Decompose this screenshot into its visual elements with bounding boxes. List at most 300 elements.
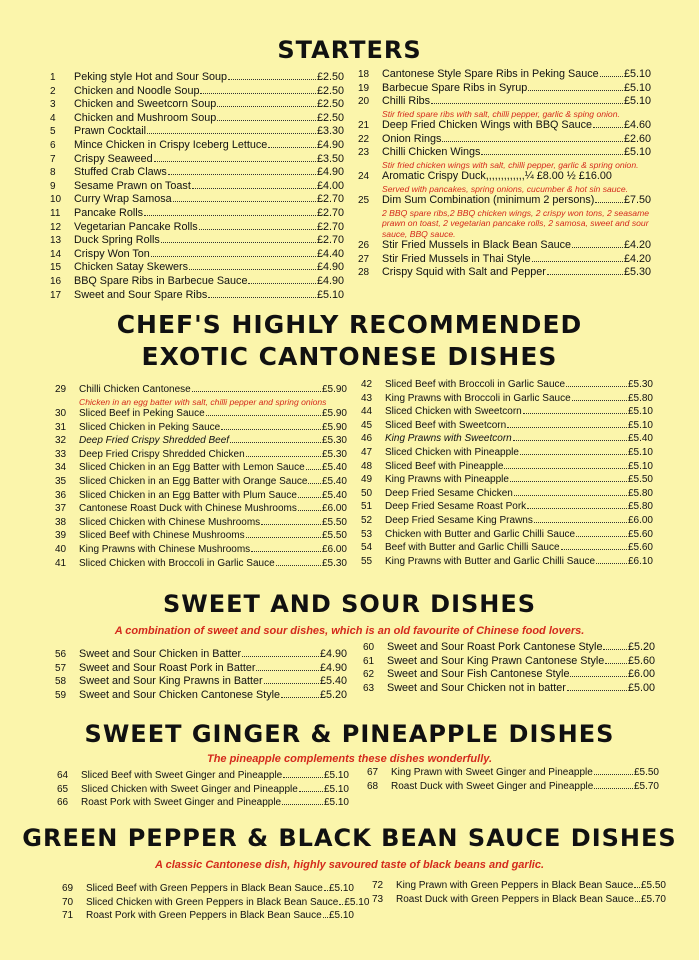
menu-item: [361, 405, 653, 419]
item-name: Sweet and Sour Spare Ribs: [74, 288, 208, 301]
item-name: Chilli Chicken Wings: [382, 146, 481, 159]
item-price: £5.40: [627, 433, 653, 445]
starters-right-list: [358, 68, 651, 280]
leader-dots: [276, 565, 321, 566]
item-number: 50: [361, 487, 373, 499]
item-number: 10: [50, 194, 62, 206]
item-name: Crispy Seaweed: [74, 152, 153, 165]
item-number: 55: [361, 555, 373, 567]
item-number: 23: [358, 147, 370, 159]
menu-item: [361, 473, 653, 487]
menu-item: [55, 557, 347, 571]
item-name: Curry Wrap Samosa: [74, 193, 172, 206]
leader-dots: [151, 256, 316, 257]
item-number: 52: [361, 514, 373, 526]
leader-dots: [261, 524, 321, 525]
menu-item: [50, 248, 344, 262]
leader-dots: [566, 386, 627, 387]
item-name: Cantonese Roast Duck with Chinese Mushrooms: [79, 503, 297, 515]
item-name: Sliced Chicken in an Egg Batter with Plum Sauce: [79, 489, 297, 501]
item-number: 13: [50, 235, 62, 247]
leader-dots: [635, 901, 640, 902]
item-number: 34: [55, 462, 67, 474]
menu-item: [361, 378, 653, 392]
item-name: King Prawns with Pineapple: [385, 474, 509, 486]
sweetsour-left-list: [55, 648, 347, 702]
leader-dots: [251, 551, 321, 552]
leader-dots: [532, 261, 623, 262]
item-price: £6.00: [321, 503, 347, 515]
item-name: Sliced Beef with Pineapple: [385, 460, 504, 472]
leader-dots: [528, 90, 623, 91]
menu-item: [372, 879, 666, 893]
menu-item: [50, 85, 344, 99]
leader-dots: [567, 690, 627, 691]
menu-item: [57, 783, 349, 797]
menu-item: [363, 668, 655, 682]
item-number: 46: [361, 433, 373, 445]
leader-dots: [507, 427, 627, 428]
leader-dots: [268, 147, 316, 148]
item-price: £5.80: [627, 487, 653, 499]
item-price: £4.90: [316, 261, 344, 274]
item-price: £5.60: [627, 528, 653, 540]
menu-item: [55, 475, 347, 489]
item-price: £6.10: [627, 555, 653, 567]
menu-item: [363, 655, 655, 669]
item-price: £4.90: [319, 661, 347, 674]
item-name: Sliced Beef in Peking Sauce: [79, 408, 205, 419]
item-price: £4.90: [316, 166, 344, 179]
starters-left-list: [50, 71, 344, 302]
item-price: £4.00: [316, 179, 344, 192]
item-price: £2.50: [316, 84, 344, 97]
leader-dots: [199, 229, 316, 230]
leader-dots: [208, 297, 316, 298]
item-number: 54: [361, 542, 373, 554]
item-price: £5.10: [623, 95, 651, 108]
item-name: Sweet and Sour Chicken not in batter: [387, 681, 566, 694]
item-name: Deep Fried Sesame Chicken: [385, 487, 513, 499]
item-description: 2 BBQ spare ribs,2 BBQ chicken wings, 2 crispy won tons, 2 seasame prawn on toast, 2 vegetarian pancake rolls, 2 samosa, sweet and sour sauce, BBQ sauce.: [382, 207, 650, 239]
item-name: Chicken with Butter and Garlic Chilli Sauce: [385, 528, 576, 540]
item-number: 38: [55, 516, 67, 528]
menu-item: [55, 448, 347, 462]
item-name: King Prawn with Green Peppers in Black Bean Sauce: [396, 880, 634, 891]
item-price: £5.10: [623, 146, 651, 159]
item-price: £5.10: [623, 68, 651, 80]
leader-dots: [264, 683, 319, 684]
menu-item: [62, 896, 370, 910]
leader-dots: [600, 76, 623, 77]
leader-dots: [596, 563, 627, 564]
leader-dots: [161, 242, 316, 243]
item-name: Chicken Satay Skewers: [74, 261, 189, 274]
item-number: 73: [372, 893, 384, 905]
item-price: £7.50: [623, 194, 651, 207]
menu-item: [361, 514, 653, 528]
item-name: Deep Fried Sesame King Prawns: [385, 514, 533, 526]
item-number: 4: [50, 112, 56, 124]
menu-item: [50, 125, 344, 139]
item-number: 63: [363, 682, 375, 694]
item-price: £2.60: [623, 132, 651, 145]
item-number: 16: [50, 275, 62, 287]
menu-item: [55, 489, 347, 503]
menu-item: [55, 529, 347, 543]
item-number: 65: [57, 783, 69, 795]
leader-dots: [154, 161, 316, 162]
item-name: Sliced Beef with Green Peppers in Black Bean Sauce: [86, 883, 323, 894]
item-price: £2.70: [316, 193, 344, 206]
menu-item: [55, 689, 347, 703]
item-name: Barbecue Spare Ribs in Syrup: [382, 81, 528, 94]
leader-dots: [594, 788, 633, 789]
item-number: 58: [55, 676, 67, 688]
item-name: Chicken and Mushroom Soup: [74, 111, 217, 124]
leader-dots: [323, 917, 328, 918]
item-number: 5: [50, 126, 56, 138]
menu-item: [50, 234, 344, 248]
item-number: 70: [62, 896, 74, 908]
item-name: Sweet and Sour Chicken in Batter: [79, 648, 242, 660]
menu-item: [50, 180, 344, 194]
menu-item: [358, 95, 651, 119]
leader-dots: [242, 656, 319, 657]
item-name: Sliced Chicken in an Egg Batter with Lemon Sauce: [79, 462, 305, 474]
item-name: Stuffed Crab Claws: [74, 166, 167, 179]
item-name: Sliced Chicken with Green Peppers in Black Bean Sauce: [86, 896, 339, 908]
menu-item: [358, 253, 651, 267]
item-name: Sweet and Sour Roast Pork Cantonese Style: [387, 641, 603, 653]
item-price: £2.70: [316, 234, 344, 247]
item-name: Prawn Cocktail: [74, 125, 147, 138]
item-number: 51: [361, 501, 373, 513]
leader-dots: [603, 649, 627, 650]
item-number: 20: [358, 96, 370, 108]
item-name: King Prawns with Broccoli in Garlic Sauce: [385, 392, 571, 404]
leader-dots: [593, 127, 623, 128]
leader-dots: [510, 481, 627, 482]
leader-dots: [570, 676, 627, 677]
item-price: £2.50: [316, 71, 344, 83]
item-price: £5.20: [319, 688, 347, 701]
menu-item: [361, 555, 653, 569]
item-number: 62: [363, 669, 375, 681]
menu-item: [55, 383, 347, 407]
item-number: 6: [50, 139, 56, 151]
leader-dots: [520, 454, 627, 455]
item-number: 53: [361, 528, 373, 540]
item-number: 72: [372, 880, 384, 891]
item-number: 66: [57, 797, 69, 809]
item-name: Roast Duck with Green Peppers in Black Bean Sauce: [396, 893, 634, 905]
item-price: £5.10: [627, 460, 653, 472]
item-name: Crispy Squid with Salt and Pepper: [382, 266, 546, 279]
item-price: £5.10: [344, 896, 370, 908]
leader-dots: [299, 791, 323, 792]
item-name: Sliced Chicken with Chinese Mushrooms: [79, 516, 261, 528]
item-number: 47: [361, 446, 373, 458]
leader-dots: [523, 413, 627, 414]
item-number: 12: [50, 221, 62, 233]
chef-heading-line2: EXOTIC CANTONESE DISHES: [141, 342, 558, 371]
menu-item: [55, 543, 347, 557]
item-number: 30: [55, 408, 67, 419]
menu-item: [361, 500, 653, 514]
item-number: 48: [361, 460, 373, 472]
item-name: Chilli Chicken Cantonese: [79, 384, 191, 395]
menu-item: [358, 82, 651, 96]
item-price: £2.70: [316, 220, 344, 233]
menu-item: [358, 170, 651, 194]
menu-item: [57, 796, 349, 810]
item-name: Dim Sum Combination (minimum 2 persons): [382, 194, 595, 207]
item-name: Sliced Chicken in an Egg Batter with Orange Sauce: [79, 475, 308, 487]
item-name: Deep Fried Sesame Roast Pork: [385, 501, 527, 513]
item-number: 19: [358, 82, 370, 94]
item-number: 8: [50, 167, 56, 179]
item-price: £4.90: [316, 274, 344, 287]
leader-dots: [230, 442, 321, 443]
item-name: Sweet and Sour Roast Pork in Batter: [79, 661, 256, 674]
item-name: Stir Fried Mussels in Thai Style: [382, 252, 531, 265]
item-number: 22: [358, 133, 370, 145]
item-number: 60: [363, 642, 375, 653]
item-price: £5.30: [321, 557, 347, 569]
leader-dots: [576, 536, 627, 537]
menu-item: [358, 266, 651, 280]
leader-dots: [298, 510, 321, 511]
item-number: 32: [55, 435, 67, 447]
leader-dots: [534, 522, 627, 523]
leader-dots: [481, 154, 623, 155]
leader-dots: [561, 549, 627, 550]
menu-item: [50, 261, 344, 275]
item-name: BBQ Spare Ribs in Barbecue Sauce: [74, 274, 248, 287]
item-price: £5.40: [321, 489, 347, 501]
item-number: 2: [50, 85, 56, 97]
leader-dots: [527, 508, 627, 509]
item-name: Vegetarian Pancake Rolls: [74, 220, 198, 233]
leader-dots: [217, 106, 316, 107]
item-price: £6.00: [627, 514, 653, 526]
item-name: Sliced Chicken with Pineapple: [385, 446, 519, 458]
leader-dots: [595, 202, 623, 203]
item-price: £5.50: [627, 474, 653, 486]
item-price: £5.80: [627, 392, 653, 404]
leader-dots: [281, 697, 319, 698]
item-name: Roast Duck with Sweet Ginger and Pineapple: [391, 780, 594, 792]
chef-left-list: [55, 383, 347, 570]
item-price: £5.10: [316, 288, 344, 301]
item-price: £5.60: [627, 654, 655, 667]
menu-item: [57, 769, 349, 783]
item-description: Served with pancakes, spring onions, cucumber & hot sin sauce.: [382, 183, 629, 194]
item-price: £5.20: [627, 641, 655, 653]
menu-item: [358, 68, 651, 82]
leader-dots: [514, 495, 627, 496]
ginger-left-list: [57, 769, 349, 810]
item-description: Stir fried chicken wings with salt, chilli pepper, garlic & spring onion.: [382, 159, 639, 170]
item-number: 56: [55, 649, 67, 660]
item-name: Deep Fried Chicken Wings with BBQ Sauce: [382, 119, 593, 132]
item-name: King Prawns with Sweetcorn: [385, 433, 512, 445]
menu-item: [55, 434, 347, 448]
leader-dots: [572, 247, 623, 248]
item-number: 17: [50, 289, 62, 301]
item-price: £5.30: [627, 379, 653, 390]
menu-item: [50, 207, 344, 221]
item-description: Chicken in an egg batter with salt, chilli pepper and spring onions: [79, 396, 327, 407]
item-price: £2.70: [316, 206, 344, 219]
menu-item: [55, 502, 347, 516]
item-number: 69: [62, 883, 74, 894]
item-name: King Prawns with Chinese Mushrooms: [79, 543, 251, 555]
item-price: £5.10: [627, 446, 653, 458]
item-name: Duck Spring Rolls: [74, 234, 160, 247]
item-price: £2.50: [316, 111, 344, 124]
item-name: Chicken and Noodle Soup: [74, 84, 200, 97]
item-price: £5.80: [627, 501, 653, 513]
item-name: Aromatic Crispy Duck,,,,,,,,,,,,,¼ £8.00 ½ £16.00: [382, 170, 612, 183]
item-price: £5.10: [323, 783, 349, 795]
greenpepper-right-list: [372, 879, 666, 906]
item-name: Chilli Ribs: [382, 95, 430, 108]
item-number: 33: [55, 448, 67, 460]
item-number: 57: [55, 662, 67, 674]
item-name: King Prawns with Butter and Garlic Chilli Sauce: [385, 555, 596, 567]
item-price: £5.60: [627, 542, 653, 554]
item-number: 31: [55, 421, 67, 433]
item-number: 64: [57, 770, 69, 781]
item-number: 9: [50, 180, 56, 192]
item-number: 14: [50, 248, 62, 260]
menu-item: [62, 882, 354, 896]
item-number: 49: [361, 474, 373, 486]
item-price: £5.50: [321, 516, 347, 528]
item-price: £4.90: [316, 138, 344, 151]
item-number: 7: [50, 153, 56, 165]
item-number: 26: [358, 240, 370, 252]
item-price: £3.50: [316, 152, 344, 165]
item-number: 43: [361, 392, 373, 404]
item-name: Sliced Beef with Sweet Ginger and Pineapple: [81, 770, 283, 781]
item-number: 25: [358, 195, 370, 207]
item-name: Sesame Prawn on Toast: [74, 179, 191, 192]
menu-item: [361, 528, 653, 542]
menu-item: [62, 909, 354, 923]
menu-item: [50, 153, 344, 167]
menu-item: [367, 766, 659, 780]
item-number: 68: [367, 780, 379, 792]
menu-item: [55, 516, 347, 530]
item-price: £5.30: [321, 448, 347, 460]
menu-item: [361, 487, 653, 501]
ginger-note: The pineapple complements these dishes wonderfully.: [206, 753, 493, 765]
leader-dots: [189, 269, 316, 270]
item-name: Stir Fried Mussels in Black Bean Sauce: [382, 239, 572, 252]
leader-dots: [634, 887, 640, 888]
item-number: 61: [363, 655, 375, 667]
item-number: 35: [55, 475, 67, 487]
item-number: 67: [367, 767, 379, 778]
item-name: Sweet and Sour Fish Cantonese Style: [387, 668, 570, 681]
menu-item: [55, 648, 347, 662]
item-name: Mince Chicken in Crispy Iceberg Lettuce: [74, 138, 268, 151]
starters-heading: STARTERS: [277, 36, 422, 64]
item-price: £5.30: [321, 435, 347, 447]
leader-dots: [282, 804, 323, 805]
item-price: £5.40: [321, 462, 347, 474]
menu-item: [363, 641, 655, 655]
item-number: 27: [358, 253, 370, 265]
leader-dots: [217, 120, 316, 121]
menu-item: [50, 166, 344, 180]
menu-item: [55, 662, 347, 676]
item-name: Deep Fried Crispy Shredded Chicken: [79, 448, 245, 460]
item-price: £5.50: [633, 767, 659, 778]
leader-dots: [168, 174, 316, 175]
item-price: £2.50: [316, 98, 344, 111]
leader-dots: [594, 774, 633, 775]
menu-item: [50, 289, 344, 303]
leader-dots: [431, 103, 623, 104]
item-price: £5.90: [321, 408, 347, 419]
greenpepper-heading: GREEN PEPPER & BLACK BEAN SAUCE DISHES: [22, 824, 677, 852]
sweetsour-note: A combination of sweet and sour dishes, which is an old favourite of Chinese food lovers.: [114, 625, 585, 637]
item-number: 37: [55, 503, 67, 515]
item-number: 18: [358, 69, 370, 80]
item-name: Peking style Hot and Sour Soup: [74, 71, 228, 83]
item-price: £6.00: [627, 668, 655, 681]
item-price: £5.10: [623, 81, 651, 94]
menu-item: [363, 682, 655, 696]
item-price: £5.40: [319, 675, 347, 688]
sweetsour-right-list: [363, 641, 655, 695]
item-price: £5.90: [321, 421, 347, 433]
item-name: Sliced Beef with Chinese Mushrooms: [79, 530, 245, 542]
leader-dots: [246, 537, 321, 538]
menu-item: [50, 71, 344, 85]
leader-dots: [308, 483, 321, 484]
leader-dots: [513, 440, 627, 441]
item-price: £4.20: [623, 252, 651, 265]
menu-item: [361, 432, 653, 446]
menu-item: [358, 146, 651, 170]
item-number: 11: [50, 207, 61, 219]
leader-dots: [324, 890, 328, 891]
sweetsour-heading: SWEET AND SOUR DISHES: [162, 590, 537, 618]
menu-item: [358, 194, 651, 239]
chef-heading-line1: CHEF'S HIGHLY RECOMMENDED: [116, 310, 583, 339]
item-price: £4.20: [623, 239, 651, 252]
ginger-right-list: [367, 766, 659, 793]
item-name: Deep Fried Crispy Shredded Beef: [79, 435, 230, 447]
menu-item: [358, 133, 651, 147]
leader-dots: [306, 469, 321, 470]
item-name: Crispy Won Ton: [74, 247, 150, 260]
item-number: 36: [55, 489, 67, 501]
menu-item: [372, 893, 666, 907]
item-price: £5.10: [323, 797, 349, 809]
item-number: 42: [361, 379, 373, 390]
greenpepper-note: A classic Cantonese dish, highly savoured taste of black beans and garlic.: [155, 859, 544, 871]
item-number: 44: [361, 406, 373, 418]
item-name: Sliced Chicken with Broccoli in Garlic Sauce: [79, 557, 275, 569]
menu-item: [361, 541, 653, 555]
menu-item: [50, 275, 344, 289]
